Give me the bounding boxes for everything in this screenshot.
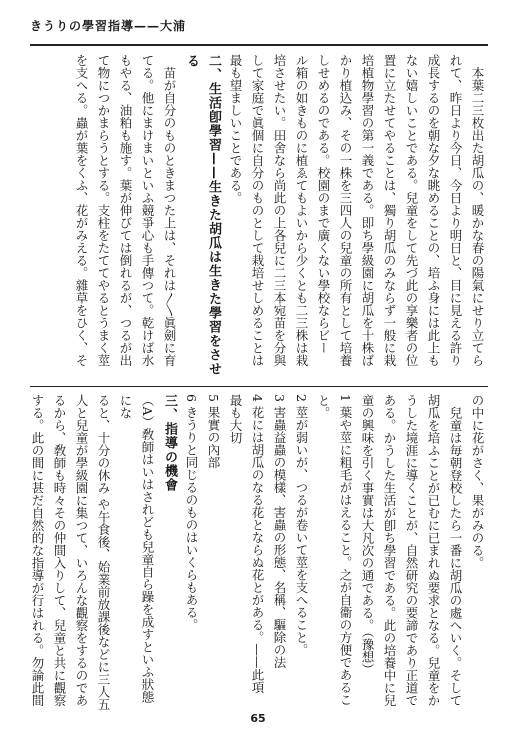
text-line: ル箱の如きものに植ゑてもよいから少くとも二三株は栽 [294, 54, 309, 367]
text-line: 培させたい。田舍なら尚此の上各兒に二三本宛苗を分與 [272, 54, 287, 367]
text-line: （A）敎師はいはされども兒童自ら躁を成すといふ狀態にな [118, 394, 155, 704]
list-item: 1 葉や莖に粗毛がはえること。之が自衞の方便であること。 [316, 394, 353, 706]
text-line: ある。かうした生活が卽ち學習である。此の培養中に兒 [382, 394, 397, 707]
text-line: を支へる。蟲が葉をくふ、花がみえる。雜草をひく、そ [74, 54, 89, 367]
text-line: して家庭で眞個に自分のものとして栽培せしめることは [250, 54, 265, 367]
text-line: るから、敎師も時々その仲間入りして、兒童と共に觀察 [52, 394, 67, 707]
section-heading: 二、生活卽學習——生きた胡瓜は生きた學習をさせる [184, 54, 221, 376]
list-item: 4 花には胡瓜のなる花とならぬ花とがある。——此項 [250, 394, 265, 694]
lower-text-block [30, 394, 488, 712]
section-heading: 三、指導の機會 [162, 394, 177, 492]
text-line: 置に立たせてやることは、獨り胡瓜のみならず一般に栽 [382, 54, 397, 367]
text-line: しせめるのである。校園のまで廣くない學校ならビー [316, 54, 331, 354]
text-line: ない嬉しいことである。兒童をして先づ此の享樂者の位 [404, 54, 419, 367]
text-line: の中に花がさく、果がみのる。 [470, 394, 485, 569]
list-item: 6 きうりと同じるのものはいくらもある。 [184, 394, 199, 631]
text-line: する。此の間に甚だ自然的な指導が行はれる。勿論此間 [30, 394, 45, 707]
text-line: 培植物學習の第一義である。即ち學級園に胡瓜を十株ば [360, 54, 375, 367]
list-item: 2 莖が弱いが、つるが卷いて莖を支へること。 [294, 394, 309, 656]
text-line: ると、十分の休み や午食後、始業前放課後などに三人五 [96, 394, 111, 711]
tier-divider [30, 386, 488, 387]
text-line: てる。他にまけまいといふ競爭心も手傳つて。乾けば水 [140, 54, 155, 367]
text-line: うした境涯に導くことが、自然研究の要諦であり正道で [404, 394, 419, 707]
text-line: れて、昨日より今日、今日より明日と、目に見える許り [448, 54, 463, 367]
text-line: て物につかまらうとする。支柱をたててやるとうまく莖 [96, 54, 111, 367]
page-number: 65 [250, 712, 266, 725]
text-line: 兒童は毎朝登校したら一番に胡瓜の處へいく。そして [448, 394, 463, 707]
list-item: 5 果實の內部 [206, 394, 221, 469]
running-head: きうりの學習指導——大浦 [30, 18, 187, 33]
text-line: 苗が自分のものときまつた上は、それは〳〵眞劍に育 [162, 54, 177, 367]
text-line: 人と兒童が學級園に集つて、いろんな觀察をするのであ [74, 394, 89, 707]
text-line: 最も望ましいことである。 [228, 54, 243, 204]
text-line: 本葉二三枚出た胡瓜の、暖かな春の陽氣にせり立てら [470, 54, 485, 367]
text-line: かり植込み、その一株を三四人の兒童の所有として培養 [338, 54, 353, 367]
text-line: 成長するのを朝な夕な眺めることの、培ふ身には此上も [426, 54, 441, 367]
upper-text-block [30, 54, 488, 380]
list-item: 最も大切 [228, 394, 243, 444]
list-item: 3 害蟲益蟲の模樣、害蟲の形態、名稱、驅除の法 [272, 394, 287, 669]
text-line: もやる、油粕も施す。葉が伸びては倒れるが、つるが出 [118, 54, 133, 367]
text-line: 童の興味を引く事實は大凡次の通である。（豫想） [360, 394, 375, 676]
header-rule [30, 44, 488, 46]
text-line: 胡瓜を培ふことが已むに已まれぬ要求となる。兒童をか [426, 394, 441, 707]
